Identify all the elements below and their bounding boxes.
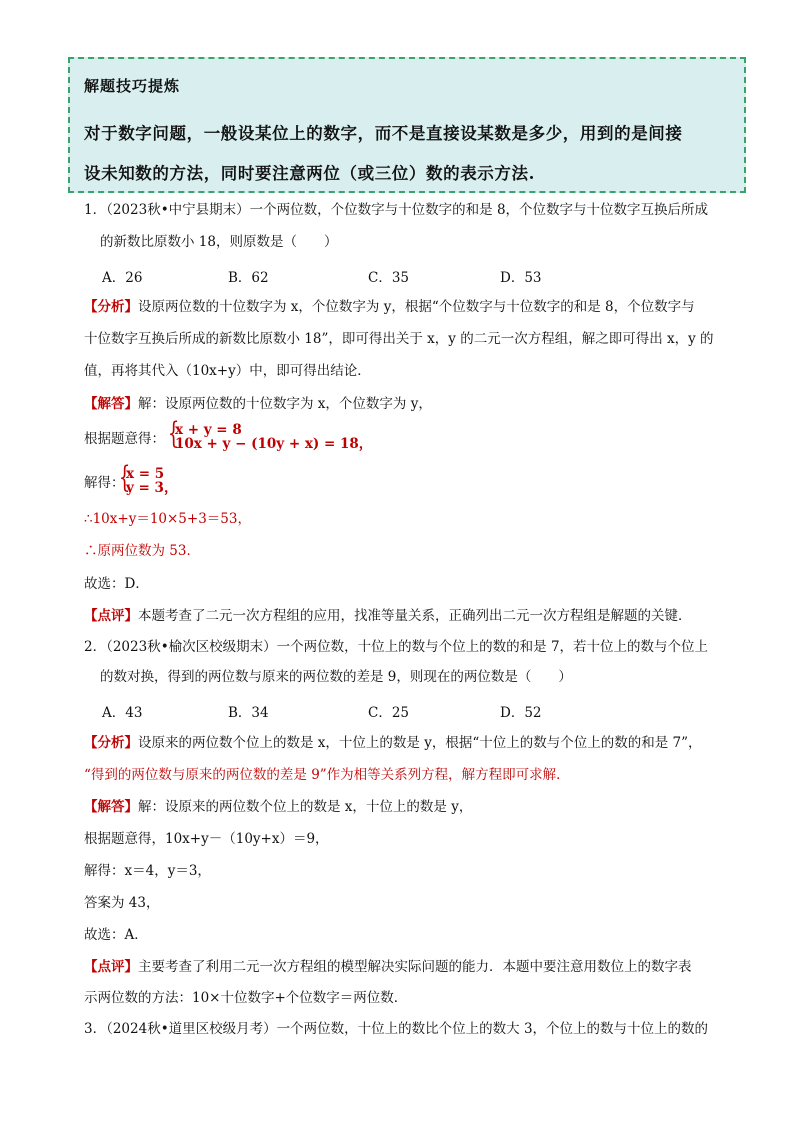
tip-box — [68, 57, 746, 193]
q2-stem-line-2: 的数对换，得到的两位数与原来的两位数的差是 9，则现在的两位数是（ ） — [100, 669, 572, 685]
q1-solution-1: x = 5 — [126, 466, 165, 482]
q2-option-b: B．34 — [228, 705, 269, 721]
q2-comment-line-2: 示两位数的方法：10×十位数字+个位数字＝两位数． — [84, 990, 408, 1006]
q1-answer-line-1 — [84, 395, 432, 413]
q2-option-a: A．43 — [102, 705, 143, 721]
q2-choice: 故选：A． — [84, 927, 148, 943]
q1-equation-label: 根据题意得： — [84, 431, 165, 447]
tip-line-2: 设未知数的方法，同时要注意两位（或三位）数的表示方法. — [84, 164, 535, 183]
q1-analysis-line-3: 值，再将其代入（10x+y）中，即可得出结论． — [84, 363, 371, 379]
q1-analysis-line-1 — [84, 298, 695, 316]
q1-therefore-1: ∴10x+y＝10×5+3＝53， — [84, 511, 251, 527]
q1-comment — [84, 607, 692, 625]
q1-option-c: C．35 — [368, 270, 410, 286]
q1-stem-line-2: 的新数比原数小 18，则原数是（ ） — [100, 234, 338, 250]
q1-answer-text-1: 解：设原两位数的十位数字为 x，个位数字为 y， — [138, 396, 432, 412]
q2-comment-line-1 — [84, 958, 692, 976]
q1-choice: 故选：D． — [84, 576, 149, 592]
q1-stem-line-1: 1．（2023秋•中宁县期末）一个两位数，个位数字与十位数字的和是 8，个位数字与十位数字互换后所成 — [84, 202, 709, 218]
q2-stem-line-1: 2．（2023秋•榆次区校级期末）一个两位数，十位上的数与个位上的数的和是 7，若十位上的数与个位上 — [84, 639, 709, 655]
q1-solution-brace: { — [118, 460, 131, 495]
q3-stem-line-1: 3．（2024秋•道里区校级月考）一个两位数，十位上的数比个位上的数大 3，个位上的数与十位上的数的 — [84, 1021, 709, 1037]
q2-analysis-tag: 【分析】 — [84, 735, 138, 751]
q1-analysis-tag: 【分析】 — [84, 299, 138, 315]
q1-option-b: B．62 — [228, 270, 269, 286]
q2-option-d: D．52 — [500, 705, 542, 721]
q1-analysis-line-2: 十位数字互换后所成的新数比原数小 18”，即可得出关于 x，y 的二元一次方程组，解之即可得出 x，y 的 — [84, 331, 714, 347]
tip-line-1: 对于数字问题，一般设某位上的数字，而不是直接设某数是多少，用到的是间接 — [84, 124, 683, 143]
q2-analysis-line-2: “得到的两位数与原来的两位数的差是 9”作为相等关系列方程，解方程即可求解． — [84, 767, 570, 783]
q1-therefore-2: ∴原两位数为 53． — [84, 543, 200, 559]
q1-equation-1: x + y = 8 — [175, 422, 242, 438]
q2-analysis-line-1 — [84, 734, 702, 752]
q2-option-c: C．25 — [368, 705, 410, 721]
q1-equation-2: 10x + y − (10y + x) = 18， — [175, 436, 373, 452]
q1-answer-tag: 【解答】 — [84, 396, 138, 412]
q2-answer-line-3: 解得：x＝4，y＝3， — [84, 863, 211, 879]
q1-comment-tag: 【点评】 — [84, 608, 138, 624]
q2-answer-line-2: 根据题意得，10x+y－（10y+x）＝9， — [84, 831, 329, 847]
q1-solution-2: y = 3， — [126, 480, 178, 496]
q2-answer-line-4: 答案为 43， — [84, 895, 160, 911]
q1-equation-brace: { — [167, 416, 180, 451]
q2-comment-tag: 【点评】 — [84, 959, 138, 975]
q2-comment-text-1: 主要考查了利用二元一次方程组的模型解决实际问题的能力．本题中要注意用数位上的数字表 — [138, 959, 692, 975]
q1-solve-label: 解得： — [84, 475, 125, 491]
q1-comment-text: 本题考查了二元一次方程组的应用，找准等量关系，正确列出二元一次方程组是解题的关键． — [138, 608, 692, 624]
q1-option-d: D．53 — [500, 270, 542, 286]
q2-answer-text-1: 解：设原来的两位数个位上的数是 x，十位上的数是 y， — [138, 799, 473, 815]
q2-answer-line-1 — [84, 798, 472, 816]
q1-option-a: A．26 — [102, 270, 143, 286]
tip-title: 解题技巧提炼 — [84, 77, 181, 95]
q2-analysis-text-1: 设原来的两位数个位上的数是 x，十位上的数是 y，根据“十位上的数与个位上的数的和是 7”， — [138, 735, 702, 751]
q1-analysis-text-1: 设原两位数的十位数字为 x，个位数字为 y，根据“个位数字与十位数字的和是 8，个位数字与 — [138, 299, 695, 315]
q2-answer-tag: 【解答】 — [84, 799, 138, 815]
